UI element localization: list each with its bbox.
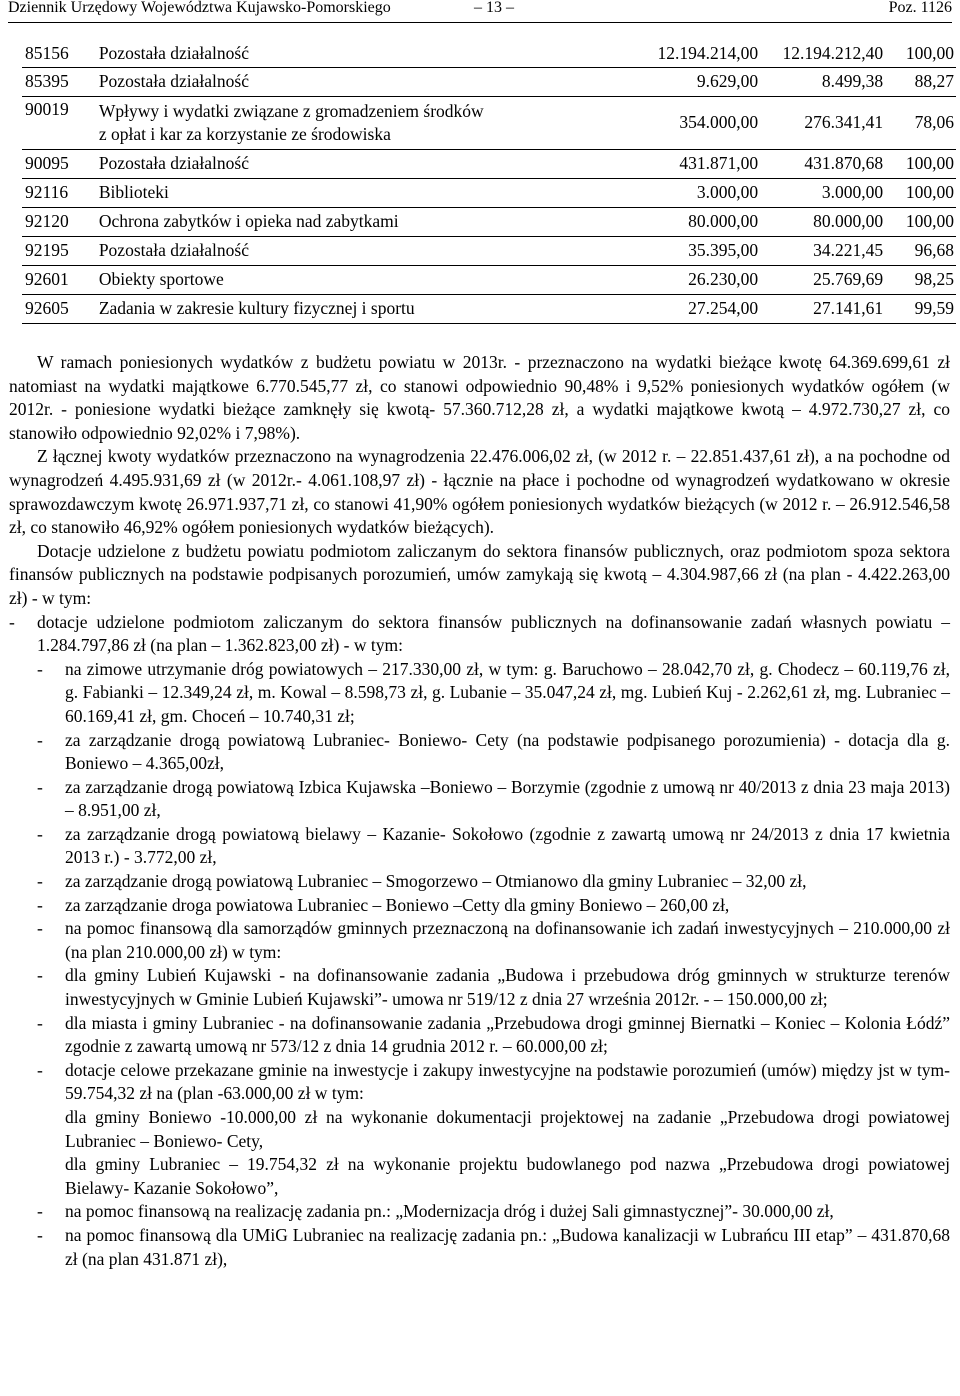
bullet-dash: - <box>37 776 43 797</box>
row-exec: 25.769,69 <box>813 269 884 289</box>
row-code: 90095 <box>25 153 69 173</box>
row-pct: 78,06 <box>914 112 954 132</box>
row-pct: 99,59 <box>914 298 954 318</box>
row-name: Biblioteki <box>98 182 169 202</box>
row-name: Pozostała działalność <box>98 240 249 260</box>
row-name: Zadania w zakresie kultury fizycznej i sportu <box>98 298 415 318</box>
list-continuation: dla gminy Lubraniec – 19.754,32 zł na wykonanie projektu budowlanego pod nazwa „Przebudowa drogi powiatowej Bielawy- Kazanie Sokołowo”, <box>65 1154 950 1198</box>
list-item <box>9 870 950 894</box>
row-exec: 12.194.212,40 <box>782 42 884 63</box>
table-row <box>22 265 956 294</box>
row-pct: 100,00 <box>905 182 954 202</box>
row-name-line2: z opłat i kar za korzystanie ze środowiska <box>98 123 391 144</box>
list-item-text: na zimowe utrzymanie dróg powiatowych – 217.330,00 zł, w tym: g. Baruchowo – 28.042,70 zł, g. Chodecz – 60.119,76 zł, g. Fabianki – 12.349,24 zł, m. Kowal – 8.598,73 zł, g. Lubanie – 35.047,24 zł, mg. Lubień Kuj - 2.262,61 zł, mg. Lubraniec – 60.169,41 zł, gm. Choceń – 10.740,31 zł; <box>65 658 950 726</box>
row-exec: 431.870,68 <box>804 153 884 173</box>
row-exec: 34.221,45 <box>813 240 884 260</box>
list-item-text: dla gminy Lubień Kujawski - na dofinansowanie zadania „Budowa i przebudowa dróg gminnych w strukturze terenów inwestycyjnych w Gminie Lubień Kujawski”- umowa nr 519/12 z dnia 27 września 2012r. - – 150.000,00 zł; <box>65 965 950 1010</box>
row-code: 92601 <box>25 269 69 289</box>
bullet-dash: - <box>9 611 15 632</box>
page-number: – 13 – <box>474 0 514 16</box>
row-pct: 100,00 <box>905 42 954 63</box>
bullet-dash: - <box>37 1224 43 1245</box>
bullet-dash: - <box>37 1059 43 1080</box>
list-item-text: dotacje udzielone podmiotom zaliczanym do sektora finansów publicznych na dofinansowanie zadań własnych powiatu – 1.284.797,86 zł (na plan – 1.362.823,00 zł) - w tym: <box>37 611 950 656</box>
list-item <box>9 729 950 776</box>
row-plan: 3.000,00 <box>696 182 759 202</box>
list-item <box>9 894 950 918</box>
list-item-text: dotacje celowe przekazane gminie na inwestycje i zakupy inwestycyjne na podstawie porozumień (umów) między jst w tym- 59.754,32 zł na (plan -63.000,00 zł w tym: <box>65 1059 950 1104</box>
row-plan: 27.254,00 <box>688 298 759 318</box>
bullet-dash: - <box>37 658 43 679</box>
row-code: 85156 <box>25 42 69 63</box>
row-plan: 9.629,00 <box>696 71 759 91</box>
page-header <box>8 0 952 23</box>
row-pct: 98,25 <box>914 269 954 289</box>
row-code: 85395 <box>25 71 69 91</box>
row-name: Pozostała działalność <box>98 42 249 63</box>
bullet-dash: - <box>37 871 43 892</box>
list-item <box>9 1224 950 1271</box>
bullet-dash: - <box>37 894 43 915</box>
row-exec: 3.000,00 <box>821 182 884 202</box>
row-exec: 276.341,41 <box>804 112 884 132</box>
list-item-text: dla miasta i gminy Lubraniec - na dofinansowanie zadania „Przebudowa drogi gminnej Biernatki – Koniec – Kolonia Łódź” zgodnie z zawartą umową nr 573/12 z dnia 14 grudnia 2012 r. – 60.000,00 zł; <box>65 1012 950 1057</box>
table-row <box>22 236 956 265</box>
table-row <box>22 207 956 236</box>
row-plan: 431.871,00 <box>679 153 759 173</box>
list-item-text: na pomoc finansową dla UMiG Lubraniec na realizację zadania pn.: „Budowa kanalizacji w Lubrańcu III etap” – 431.870,68 zł (na plan 431.871 zł), <box>65 1224 950 1269</box>
table-row <box>22 178 956 207</box>
row-plan: 80.000,00 <box>688 211 759 231</box>
bullet-dash: - <box>37 823 43 844</box>
paragraph-expenditures: W ramach poniesionych wydatków z budżetu powiatu w 2013r. - przeznaczono na wydatki bieżące kwotę 64.369.699,61 zł natomiast na wydatki majątkowe 6.770.545,77 zł, co stanowi odpowiednio 90,48% i 9,52% poniesionych wydatków ogółem (w 2012r. - poniesione wydatki bieżące zamknęły się kwotą- 57.360.712,28 zł, a wydatki majątkowe kwotą – 4.972.730,27 zł, co stanowiło odpowiednio 92,02% i 7,98%). <box>9 352 950 443</box>
row-exec: 8.499,38 <box>821 71 884 91</box>
table-row <box>22 96 956 149</box>
list-item <box>9 776 950 823</box>
table-row <box>22 40 956 67</box>
row-plan: 354.000,00 <box>679 112 759 132</box>
row-name: Obiekty sportowe <box>98 269 224 289</box>
row-code: 92116 <box>25 182 69 202</box>
position-number: Poz. 1126 <box>888 0 952 16</box>
row-name: Ochrona zabytków i opieka nad zabytkami <box>98 211 399 231</box>
table-row <box>22 67 956 96</box>
bullet-dash: - <box>37 729 43 750</box>
row-exec: 27.141,61 <box>813 298 884 318</box>
list-item-text: za zarządzanie drogą powiatową Lubraniec – Smogorzewo – Otmianowo dla gminy Lubraniec – 32,00 zł, <box>65 871 807 892</box>
list-item-text: za zarządzanie drogą powiatową bielawy – Kazanie- Sokołowo (zgodnie z zawartą umową nr 24/2013 z dnia 17 kwietnia 2013 r.) - 3.772,00 zł, <box>65 823 950 868</box>
list-item <box>9 1059 950 1106</box>
list-item <box>9 1012 950 1059</box>
row-plan: 35.395,00 <box>688 240 759 260</box>
table-row <box>22 294 956 323</box>
list-item-text: za zarządzanie drogą powiatową Izbica Kujawska –Boniewo – Borzymie (zgodnie z umową nr 40/2013 z dnia 23 maja 2013) – 8.951,00 zł, <box>65 776 950 821</box>
paragraph-salaries: Z łącznej kwoty wydatków przeznaczono na wynagrodzenia 22.476.006,02 zł, (w 2012 r. – 22.851.437,61 zł), a na pochodne od wynagrodzeń 4.495.931,69 zł (w 2012r.- 4.061.108,97 zł) - łącznie na płace i pochodne od wynagrodzeń wydatkowano w okresie sprawozdawczym kwotę 26.971.937,71 zł, co stanowi 41,90% ogółem poniesionych wydatków bieżących (w 2012 r. – 26.912.546,58 zł, co stanowiło 46,92% ogółem poniesionych wydatków bieżących). <box>9 446 950 538</box>
bullet-dash: - <box>37 1012 43 1033</box>
row-name-line1: Wpływy i wydatki związane z gromadzeniem środków <box>98 100 484 121</box>
row-name <box>97 96 632 149</box>
row-code: 90019 <box>25 98 69 119</box>
list-item-text: na pomoc finansową na realizację zadania pn.: „Modernizacja dróg i dużej Sali gimnastycznej”- 30.000,00 zł, <box>65 1201 834 1222</box>
list-item-text: za zarządzanie droga powiatowa Lubraniec – Boniewo –Cetty dla gminy Boniewo – 260,00 zł, <box>65 894 730 915</box>
row-name: Pozostała działalność <box>98 153 249 173</box>
row-code: 92605 <box>25 298 69 318</box>
list-item <box>9 823 950 870</box>
bullet-dash: - <box>37 918 43 939</box>
list-item <box>9 658 950 729</box>
paragraph-grants: Dotacje udzielone z budżetu powiatu podmiotom zaliczanym do sektora finansów publicznych, oraz podmiotom spoza sektora finansów publicznych na podstawie podpisanych porozumień, umów zamykają się kwotą – 4.304.987,66 zł (na plan - 4.422.263,00 zł) - w tym: <box>9 540 950 608</box>
list-item-text: za zarządzanie drogą powiatową Lubraniec- Boniewo- Cety (na podstawie podpisanego porozumienia) - dotacja dla g. Boniewo – 4.365,00zł, <box>65 729 950 774</box>
row-plan: 12.194.214,00 <box>657 42 759 63</box>
bullet-dash: - <box>37 1201 43 1222</box>
list-item <box>9 917 950 964</box>
row-exec: 80.000,00 <box>813 211 884 231</box>
row-pct: 100,00 <box>905 211 954 231</box>
table-row <box>22 149 956 178</box>
row-name: Pozostała działalność <box>98 71 249 91</box>
budget-table <box>22 40 956 324</box>
journal-title: Dziennik Urzędowy Województwa Kujawsko-Pomorskiego <box>8 0 391 16</box>
row-plan: 26.230,00 <box>688 269 759 289</box>
list-item-text: na pomoc finansową dla samorządów gminnych przeznaczoną na dofinansowanie ich zadań inwestycyjnych – 210.000,00 zł (na plan 210.000,00 zł) w tym: <box>65 918 950 962</box>
list-item <box>9 611 950 658</box>
row-pct: 96,68 <box>914 240 954 260</box>
row-pct: 88,27 <box>914 71 954 91</box>
body-text <box>9 351 950 1271</box>
list-item <box>9 964 950 1011</box>
row-pct: 100,00 <box>905 153 954 173</box>
list-continuation: dla gminy Boniewo -10.000,00 zł na wykonanie dokumentacji projektowej na zadanie „Przebudowa drogi powiatowej Lubraniec – Boniewo- Cety, <box>65 1107 950 1151</box>
row-code: 92120 <box>25 211 69 231</box>
list-item <box>9 1200 950 1224</box>
bullet-dash: - <box>37 965 43 986</box>
row-code: 92195 <box>25 240 69 260</box>
